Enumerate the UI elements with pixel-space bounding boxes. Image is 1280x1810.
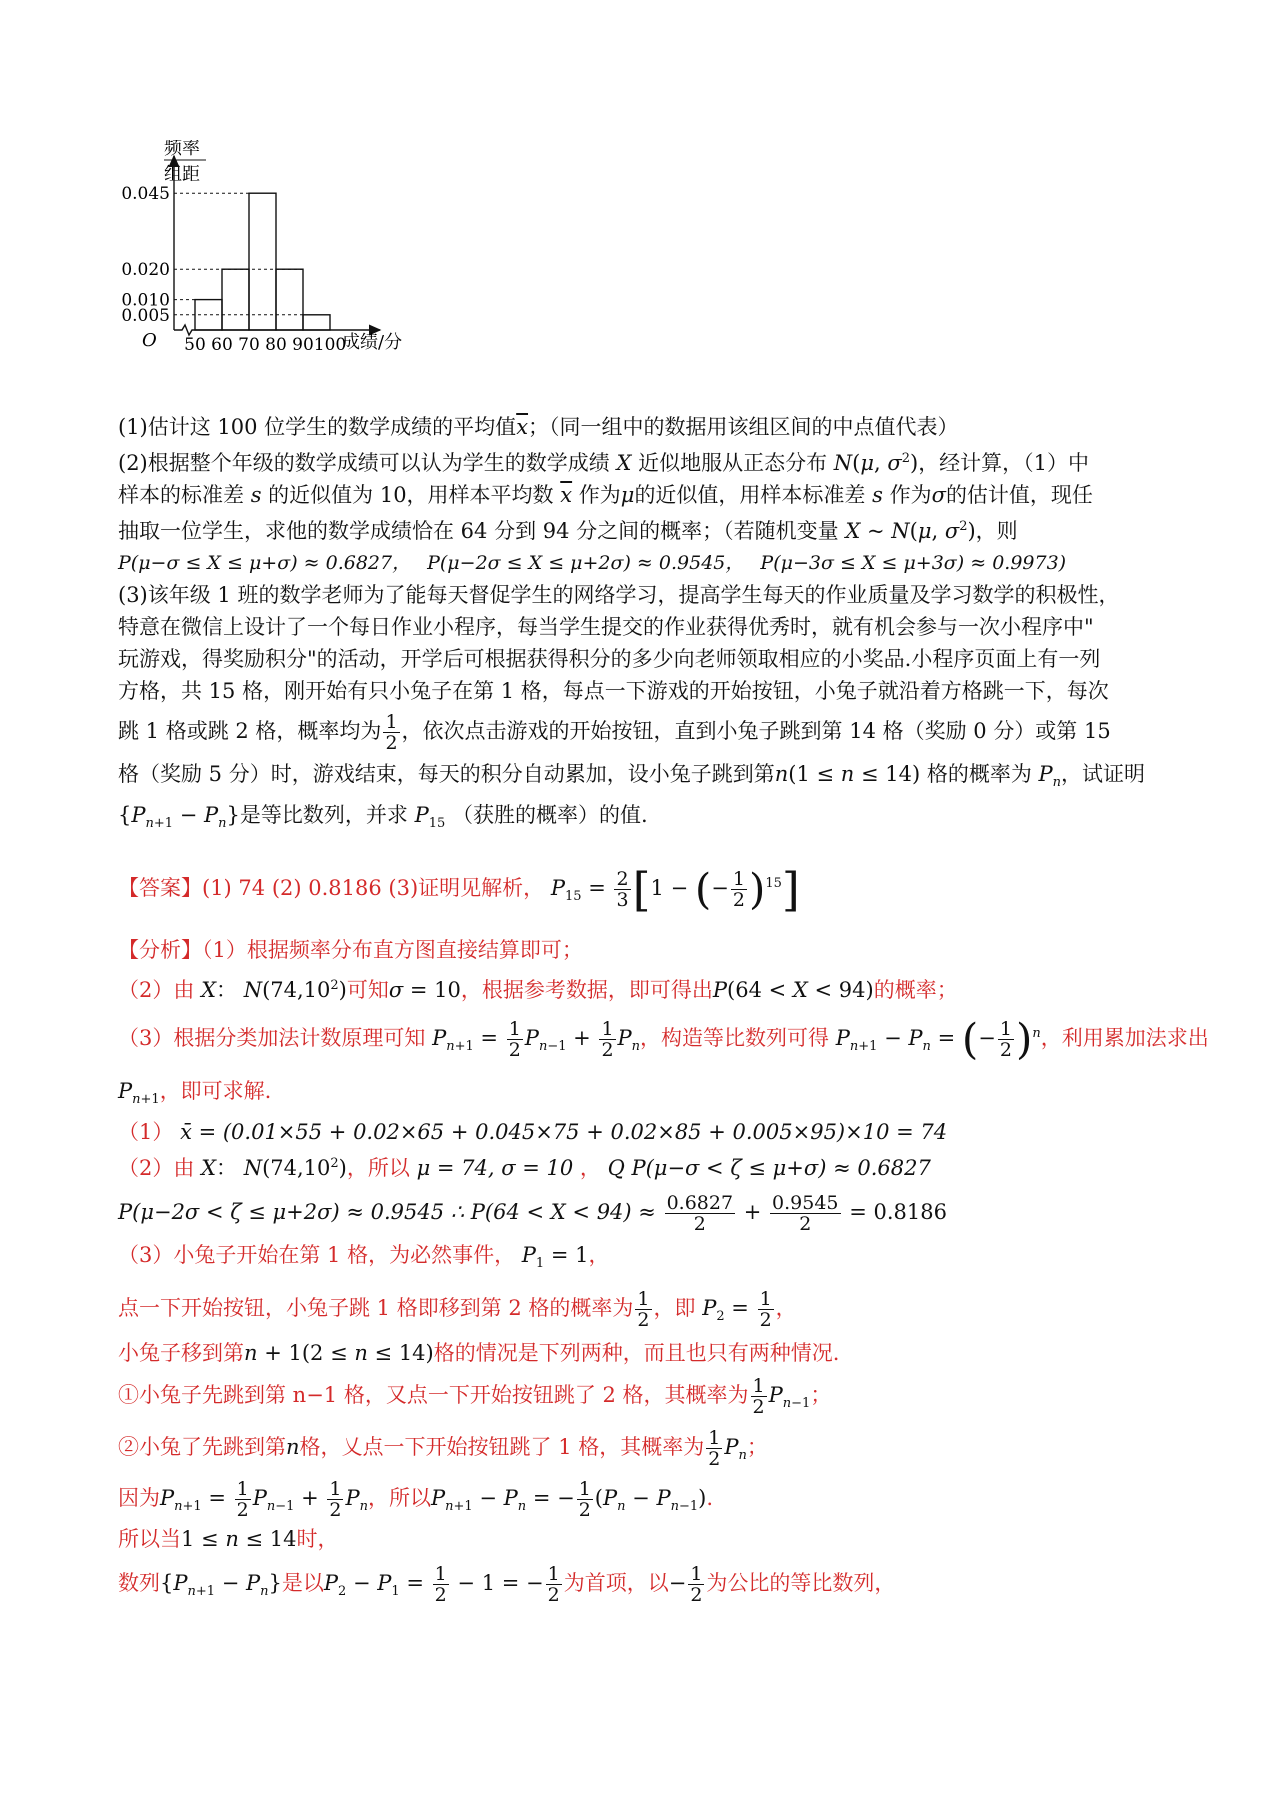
- question-3-line-5: 跳 1 格或跳 2 格，概率均为 $\frac{1}{2}$ ，依次点击游戏的开始按钮，直到小兔子跳到第 14 格（奖励 0 分）或第 15: [118, 711, 1111, 754]
- histogram-bar: [222, 269, 249, 330]
- answer-line: 【答案】(1) 74 (2) 0.8186 (3)证明见解析， $P_{15}$ = $\frac{2}{3}$ [1 − (− $\frac{1}{2}$ )$^{15}$]: [118, 862, 800, 917]
- question-3-line-4: 方格，共 15 格，刚开始有只小兔子在第 1 格，每点一下游戏的开始按钮，小兔子就沿着方格跳一下，每次: [118, 679, 1109, 703]
- y-axis-label-bottom: 组距: [164, 164, 200, 185]
- histogram-bar: [303, 315, 330, 330]
- question-3-line-7: $\{P_{n+1} - P_n\}$是等比数列，并求 $P_{15}$ （获胜的概率）的值.: [118, 803, 648, 832]
- solution-line-5: 点一下开始按钮，小兔子跳 1 格即移到第 2 格的概率为 $\frac{1}{2}$ ，即 $P_2$ = $\frac{1}{2}$ ，: [118, 1288, 797, 1332]
- analysis-line-1: 【分析】（1）根据频率分布直方图直接结算即可；: [118, 937, 583, 962]
- x-tick-label: 80: [265, 335, 287, 355]
- solution-line-10: 所以当1 ≤ n ≤ 14时，: [118, 1526, 339, 1551]
- x-tick-label: 60: [211, 335, 233, 355]
- question-3-line-6: 格（奖励 5 分）时，游戏结束，每天的积分自动累加，设小兔子跳到第n(1 ≤ n ≤ 14) 格的概率为 $P_n$，试证明: [118, 762, 1146, 791]
- y-axis-label-top: 频率: [164, 140, 200, 159]
- x-tick-label: 50: [184, 335, 206, 355]
- question-2-line-4: P(μ−σ ≤ X ≤ μ+σ) ≈ 0.6827， P(μ−2σ ≤ X ≤ μ+2σ) ≈ 0.9545， P(μ−3σ ≤ X ≤ μ+3σ) ≈ 0.9973): [118, 552, 1067, 574]
- question-3-line-2: 特意在微信上设计了一个每日作业小程序，每当学生提交的作业获得优秀时，就有机会参与一次小程序中": [118, 615, 1094, 639]
- solution-line-8: ②小兔了先跳到第n格，乂点一下开始按钮跳了 1 格，其概率为 $\frac{1}{2}$ $P_n$；: [118, 1426, 768, 1470]
- x-axis-label: 成绩/分: [342, 332, 403, 353]
- analysis-label: 【分析】: [118, 937, 202, 962]
- question-2-line-2: 样本的标准差 s 的近似值为 10，用样本平均数 $\overline{x}$ 作为μ的近似值，用样本标准差 s 作为σ的估计值，现任: [118, 483, 1093, 507]
- y-tick-label: 0.010: [121, 290, 170, 311]
- solution-line-1: （1） x̄ = (0.01×55 + 0.02×65 + 0.045×75 + 0.02×85 + 0.005×95)×10 = 74: [118, 1119, 948, 1144]
- question-2-line-3: 抽取一位学生，求他的数学成绩恰在 64 分到 94 分之间的概率；（若随机变量 X ~ N(μ, $\sigma^2$)，则: [118, 519, 1018, 543]
- solution-line-3: P(μ−2σ < ζ ≤ μ+2σ) ≈ 0.9545 ∴ P(64 < X < 94) ≈ $\frac{0.6827}{2}$ + $\frac{0.9545}{2}$ = 0.8186: [118, 1191, 947, 1235]
- x-tick-label: 100: [313, 335, 347, 355]
- question-3-line-3: 玩游戏，得奖励积分"的活动，开学后可根据获得积分的多少向老师领取相应的小奖品.小程序页面上有一列: [118, 647, 1101, 671]
- solution-line-11: 数列$\{P_{n+1} - P_n\}$是以$P_2 - P_1$ = $\frac{1}{2}$ − 1 = − $\frac{1}{2}$ 为首项，以− $\frac{1}{2}$ 为公比的等比数列，: [118, 1562, 896, 1606]
- solution-line-2: （2）由 X： N(74,10$^2$)，所以 μ = 74, σ = 10 ， Q P(μ−σ < ζ ≤ μ+σ) ≈ 0.6827: [118, 1155, 931, 1180]
- histogram-chart: [110, 140, 490, 410]
- y-tick-label: 0.045: [121, 184, 170, 205]
- analysis-line-2: （2）由 X： N(74,10$^2$)可知σ = 10，根据参考数据，即可得出P(64 < X < 94)的概率；: [118, 977, 958, 1002]
- solution-line-7: ①小兔子先跳到第 n−1 格，又点一下开始按钮跳了 2 格，其概率为 $\frac{1}{2}$ $P_{n-1}$；: [118, 1375, 832, 1419]
- y-tick-label: 0.005: [121, 305, 170, 326]
- question-2-line-1: (2)根据整个年级的数学成绩可以认为学生的数学成绩 X 近似地服从正态分布 N(μ, $\sigma^2$)，经计算，（1）中: [118, 451, 1090, 475]
- answer-label: 【答案】: [118, 876, 202, 901]
- solution-line-6: 小兔子移到第n + 1(2 ≤ n ≤ 14)格的情况是下列两种，而且也只有两种情况.: [118, 1341, 840, 1366]
- histogram-svg: [110, 140, 490, 410]
- mean-symbol: $\overline{x}$: [516, 415, 529, 439]
- solution-line-9: 因为$P_{n+1}$ = $\frac{1}{2}$ $P_{n-1}$ + $\frac{1}{2}$ $P_n$，所以$P_{n+1} - P_n$ = − $\frac{1}{2}$ $(P_n - P_{n-1})$.: [118, 1477, 714, 1521]
- analysis-line-4: $P_{n+1}$，即可求解.: [118, 1078, 272, 1107]
- origin-label: O: [142, 330, 157, 351]
- analysis-line-3: （3）根据分类加法计数原理可知 $P_{n+1}$ = $\frac{1}{2}$ $P_{n-1}$ + $\frac{1}{2}$ $P_n$，构造等比数列可得 $P_{n+1} - P_n$ = (− $\frac{1}{2}$ )$^n$，利用累加法求出: [118, 1014, 1209, 1064]
- question-3-line-1: (3)该年级 1 班的数学老师为了能每天督促学生的网络学习，提高学生每天的作业质量及学习数学的积极性，: [118, 583, 1120, 607]
- x-tick-label: 90: [292, 335, 314, 355]
- x-tick-label: 70: [238, 335, 260, 355]
- histogram-bar: [249, 193, 276, 330]
- solution-line-4: （3）小兔子开始在第 1 格，为必然事件， $P_1 = 1$，: [118, 1242, 610, 1272]
- question-1: (1)估计这 100 位学生的数学成绩的平均值$\overline{x}$；（同一组中的数据用该组区间的中点值代表）: [118, 415, 959, 439]
- problem-content: [118, 410, 1209, 1609]
- y-tick-label: 0.020: [121, 260, 170, 281]
- histogram-bar: [276, 269, 303, 330]
